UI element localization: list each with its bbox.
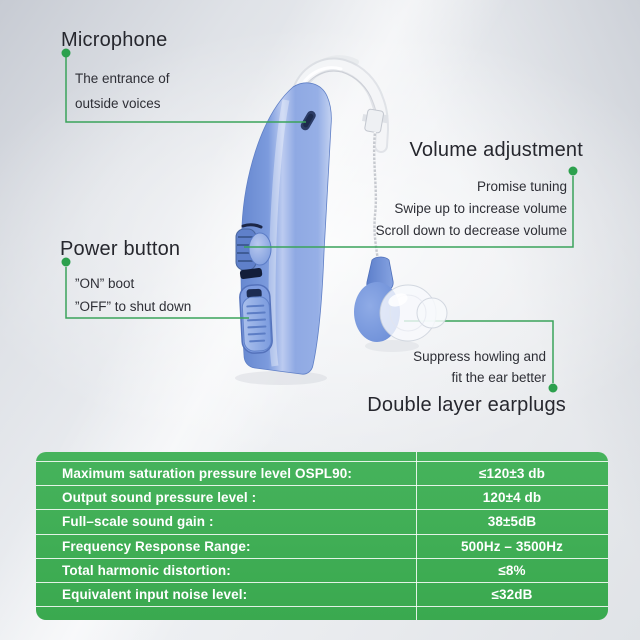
- volume-desc-line: Scroll down to decrease volume: [375, 223, 567, 238]
- spec-label: Maximum saturation pressure level OSPL90:: [62, 466, 352, 482]
- power-desc-line: ”ON” boot: [75, 276, 135, 291]
- table-row: [36, 559, 608, 583]
- spec-value: 120±4 db: [482, 490, 542, 506]
- spec-label: Equivalent input noise level:: [62, 586, 248, 602]
- spec-table-rows: [36, 461, 608, 607]
- table-row: [36, 510, 608, 534]
- spec-label: Frequency Response Range:: [62, 538, 251, 554]
- spec-value: 38±5dB: [487, 514, 537, 530]
- spec-label: Total harmonic distortion:: [62, 562, 231, 578]
- volume-adjustment-desc: [376, 176, 567, 242]
- earplugs-desc-line: fit the ear better: [451, 370, 546, 385]
- microphone-desc: [75, 66, 170, 116]
- earplugs-dot: [549, 384, 558, 393]
- power-desc-line: ”OFF” to shut down: [75, 299, 192, 314]
- spec-value: ≤120±3 db: [479, 466, 545, 482]
- power-button-title: Power button: [60, 238, 181, 260]
- earplugs-desc: [413, 346, 546, 388]
- spec-value: ≤32dB: [491, 586, 533, 602]
- table-row: [36, 583, 608, 606]
- power-slider: [239, 284, 273, 353]
- earplugs-desc-line: Suppress howling and: [413, 349, 546, 364]
- microphone-desc-line: The entrance of: [75, 71, 170, 86]
- table-row: [36, 462, 608, 486]
- volume-desc-line: Swipe up to increase volume: [394, 201, 567, 216]
- table-row: [36, 535, 608, 559]
- microphone-desc-line: outside voices: [75, 96, 161, 111]
- spec-table: [36, 452, 608, 620]
- double-layer-earplugs-title: Double layer earplugs: [367, 394, 566, 416]
- dome-tip: [417, 298, 447, 328]
- volume-dot: [569, 167, 578, 176]
- volume-adjustment-title: Volume adjustment: [409, 139, 583, 161]
- spec-label: Output sound pressure level :: [62, 490, 257, 506]
- spec-label: Full–scale sound gain :: [62, 514, 214, 530]
- volume-desc-line: Promise tuning: [476, 179, 567, 194]
- spec-value: 500Hz – 3500Hz: [461, 538, 563, 554]
- spec-value: ≤8%: [498, 562, 526, 578]
- power-button-desc: [75, 272, 191, 318]
- table-row: [36, 486, 608, 510]
- microphone-title: Microphone: [61, 29, 168, 51]
